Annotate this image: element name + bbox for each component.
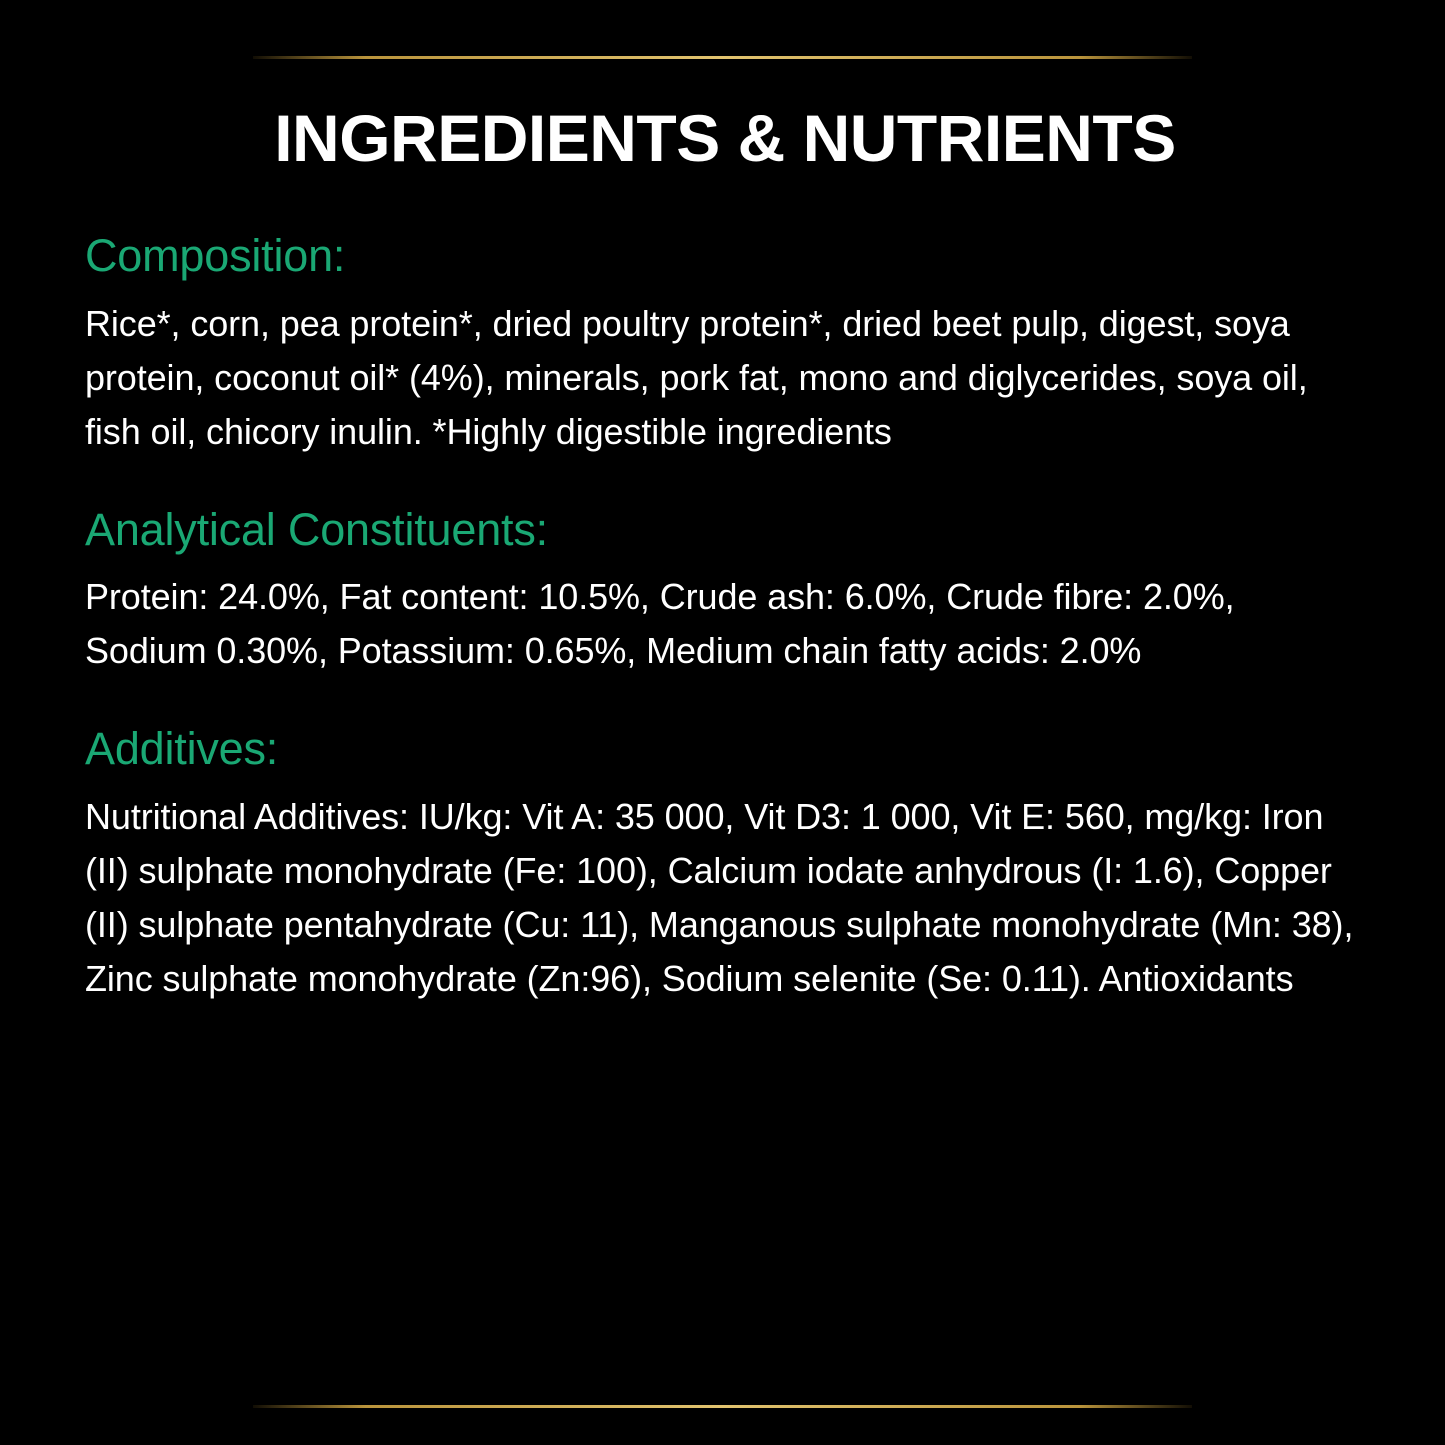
analytical-constituents-heading: Analytical Constituents: xyxy=(85,503,548,555)
bottom-divider xyxy=(253,1405,1192,1408)
additives-heading: Additives: xyxy=(85,723,279,775)
section-additives xyxy=(85,724,1365,1006)
page-title: INGREDIENTS & NUTRIENTS xyxy=(274,101,1176,175)
composition-text: Rice*, corn, pea protein*, dried poultry protein*, dried beet pulp, digest, soya protein, coconut oil* (4%), minerals, pork fat, mono and diglycerides, soya oil, fish oil, chicory inulin. *Highly digestible ingredients xyxy=(85,302,1308,452)
section-composition xyxy=(85,231,1365,459)
content-area xyxy=(85,101,1365,1050)
section-analytical-constituents xyxy=(85,505,1365,679)
analytical-constituents-text: Protein: 24.0%, Fat content: 10.5%, Crude ash: 6.0%, Crude fibre: 2.0%, Sodium 0.30%, Potassium: 0.65%, Medium chain fatty acids: 2.0% xyxy=(85,576,1235,672)
additives-text: Nutritional Additives: IU/kg: Vit A: 35 000, Vit D3: 1 000, Vit E: 560, mg/kg: Iron (II) sulphate monohydrate (Fe: 100), Calcium iodate anhydrous (I: 1.6), Copper (II) sulphate pentahydrate (Cu: 11), Manganous sulphate monohydrate (Mn: 38), Zinc sulphate monohydrate (Zn:96), Sodium selenite (Se: 0.11). Antioxidants xyxy=(85,795,1354,999)
composition-heading: Composition: xyxy=(85,230,346,282)
top-divider xyxy=(253,56,1192,59)
